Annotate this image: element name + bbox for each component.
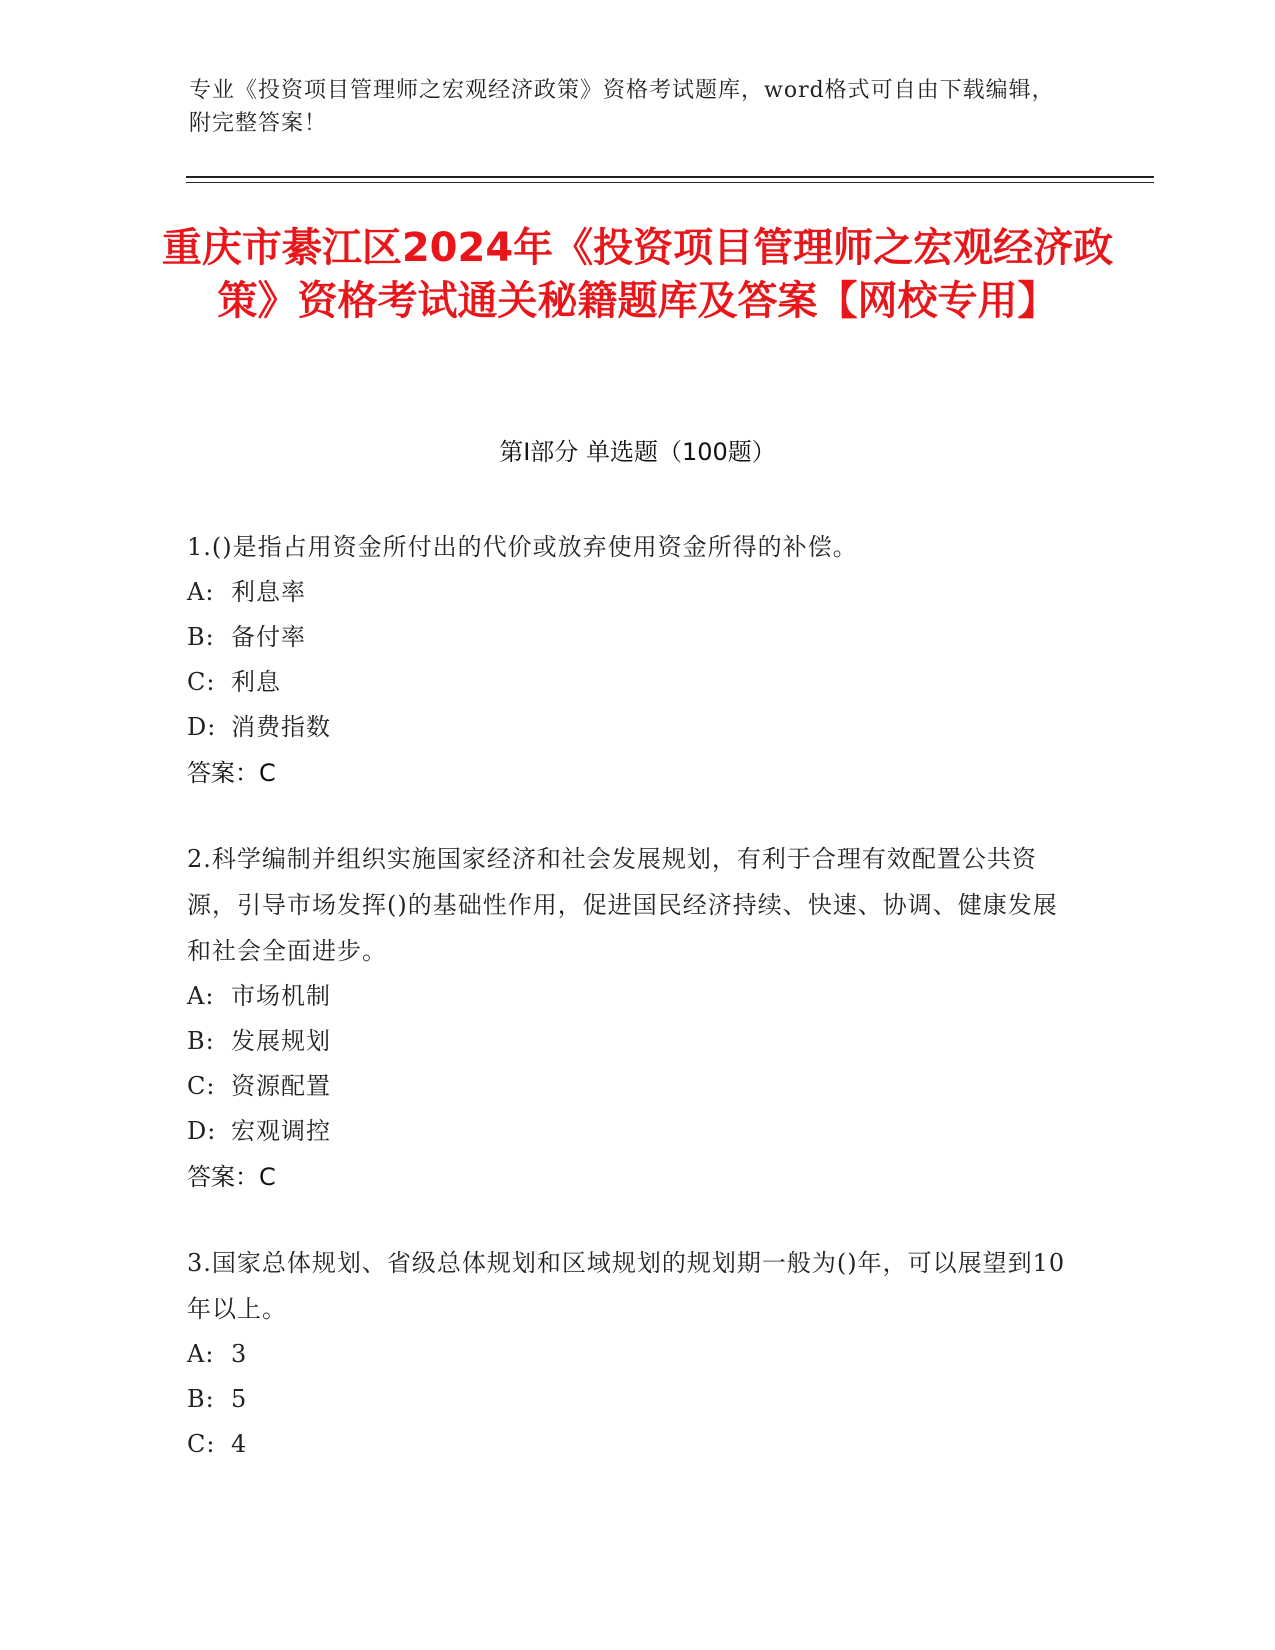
option-c [187,1422,1067,1467]
option-label: C: [187,1072,216,1100]
option-label: B: [187,1385,215,1413]
option-text: 4 [231,1430,248,1458]
option-label: D: [187,1117,217,1145]
answer-line: 答案：C [187,1163,276,1191]
option-d [187,1109,1067,1154]
option-b [187,1019,1067,1064]
question-item [187,524,1067,796]
option-label: C: [187,1430,216,1458]
question-stem: 2.科学编制并组织实施国家经济和社会发展规划，有利于合理有效配置公共资源，引导市场发挥()的基础性作用，促进国民经济持续、快速、协调、健康发展和社会全面进步。 [187,845,1058,965]
question-list [187,524,1067,1507]
option-text: 市场机制 [231,982,331,1010]
option-text: 利息率 [231,578,306,606]
document-title: 重庆市綦江区2024年《投资项目管理师之宏观经济政策》资格考试通关秘籍题库及答案【网校专用】 [161,225,1114,324]
option-a [187,570,1067,615]
option-label: B: [187,1027,215,1055]
option-text: 资源配置 [231,1072,331,1100]
header-divider-thick [186,176,1154,178]
question-item [187,1240,1067,1467]
option-c [187,660,1067,705]
option-text: 3 [231,1340,248,1368]
question-item [187,836,1067,1200]
section-heading: 第Ⅰ部分 单选题（100题） [499,438,776,466]
option-label: D: [187,713,217,741]
option-label: A: [187,982,215,1010]
option-b [187,615,1067,660]
option-text: 5 [231,1385,248,1413]
question-stem: 1.()是指占用资金所付出的代价或放弃使用资金所得的补偿。 [187,533,858,561]
option-a [187,974,1067,1019]
header-note: 专业《投资项目管理师之宏观经济政策》资格考试题库，word格式可自由下载编辑，附完整答案！ [189,78,1055,136]
header-divider-thin [186,182,1154,183]
option-c [187,1064,1067,1109]
option-text: 宏观调控 [231,1117,331,1145]
option-d [187,705,1067,750]
question-stem: 3.国家总体规划、省级总体规划和区域规划的规划期一般为()年，可以展望到10年以上。 [187,1249,1066,1323]
option-text: 备付率 [231,623,306,651]
option-label: A: [187,578,215,606]
option-label: C: [187,668,216,696]
option-a [187,1332,1067,1377]
option-text: 发展规划 [231,1027,331,1055]
option-text: 消费指数 [231,713,331,741]
option-b [187,1377,1067,1422]
answer-line: 答案：C [187,759,276,787]
option-label: B: [187,623,215,651]
option-label: A: [187,1340,215,1368]
option-text: 利息 [231,668,281,696]
